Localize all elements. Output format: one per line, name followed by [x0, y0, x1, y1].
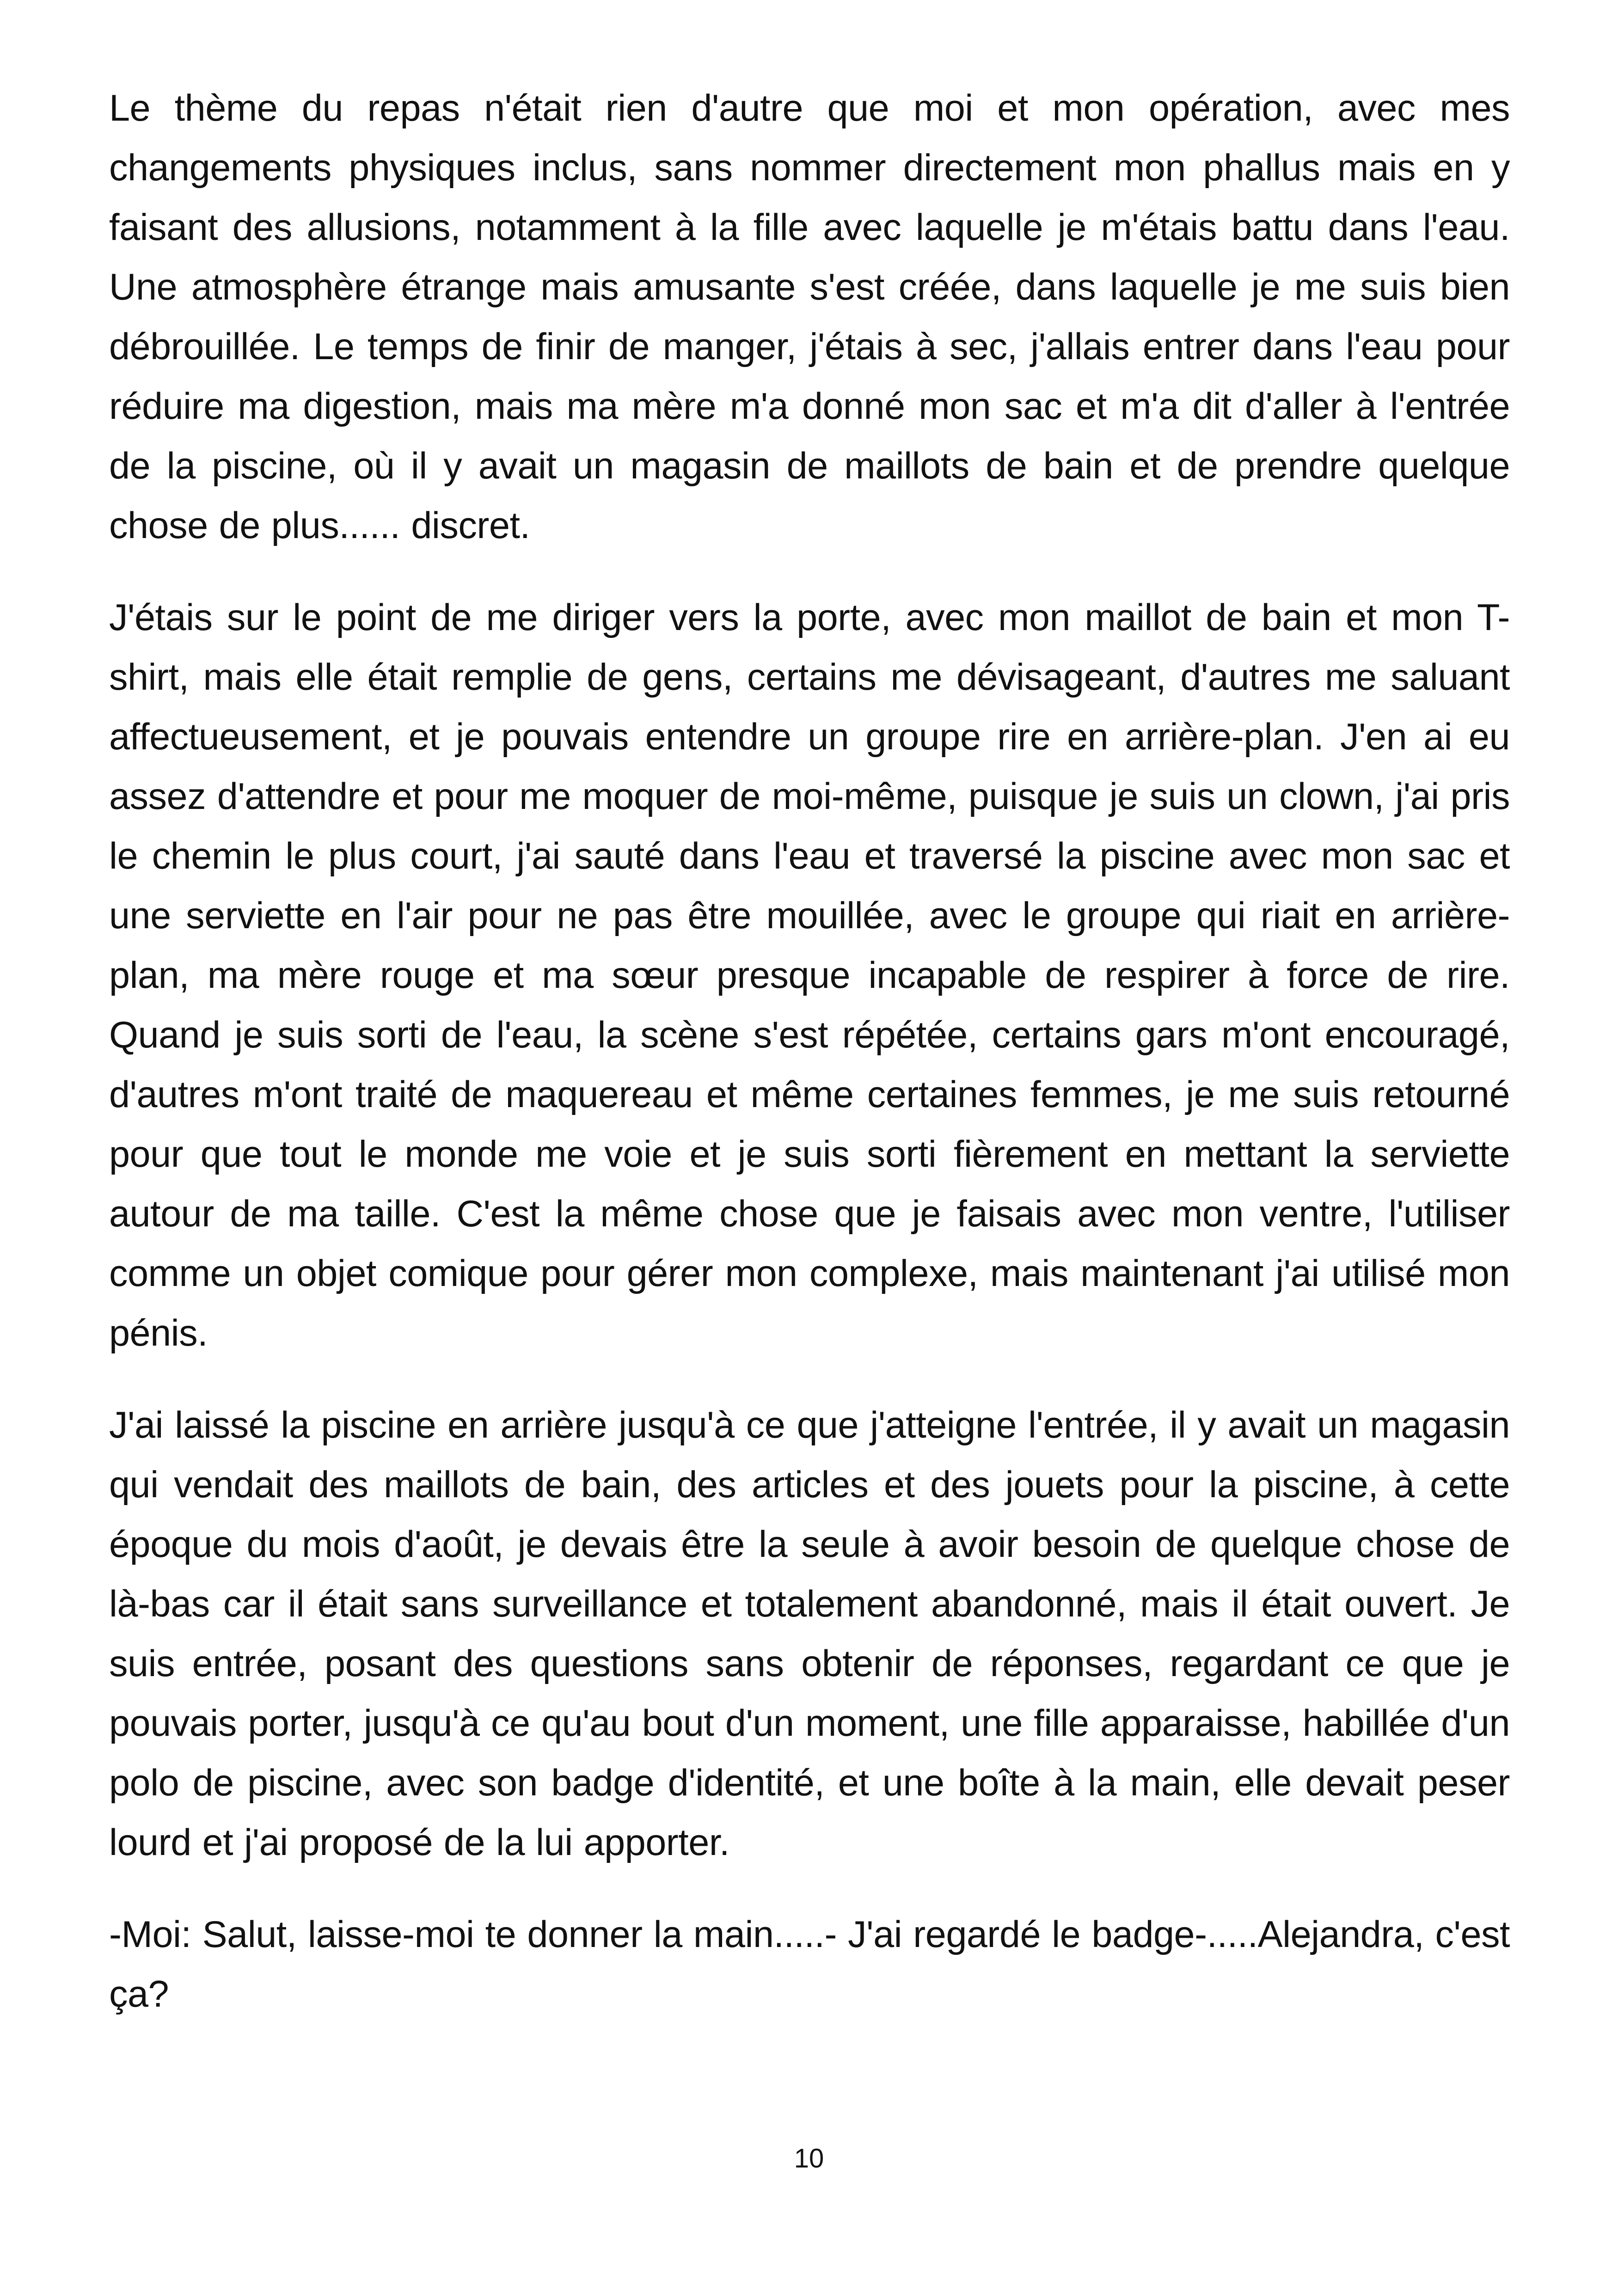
- paragraph-4: -Moi: Salut, laisse-moi te donner la main.....- J'ai regardé le badge-.....Alejandra, c'est ça?: [109, 1914, 1510, 2015]
- paragraph-2: J'étais sur le point de me diriger vers la porte, avec mon maillot de bain et mon T-shirt, mais elle était remplie de gens, certains me dévisageant, d'autres me saluant affectueusement, et je pouvais entendre un groupe rire en arrière-plan. J'en ai eu assez d'attendre et pour me moquer de moi-même, puisque je suis un clown, j'ai pris le chemin le plus court, j'ai sauté dans l'eau et traversé la piscine avec mon sac et une serviette en l'air pour ne pas être mouillée, avec le groupe qui riait en arrière-plan, ma mère rouge et ma sœur presque incapable de respirer à force de rire. Quand je suis sorti de l'eau, la scène s'est répétée, certains gars m'ont encouragé, d'autres m'ont traité de maquereau et même certaines femmes, je me suis retourné pour que tout le monde me voie et je suis sorti fièrement en mettant la serviette autour de ma taille. C'est la même chose que je faisais avec mon ventre, l'utiliser comme un objet comique pour gérer mon complexe, mais maintenant j'ai utilisé mon pénis.: [109, 597, 1510, 1354]
- paragraph-3: J'ai laissé la piscine en arrière jusqu'à ce que j'atteigne l'entrée, il y avait un magasin qui vendait des maillots de bain, des articles et des jouets pour la piscine, à cette époque du mois d'août, je devais être la seule à avoir besoin de quelque chose de là-bas car il était sans surveillance et totalement abandonné, mais il était ouvert. Je suis entrée, posant des questions sans obtenir de réponses, regardant ce que je pouvais porter, jusqu'à ce qu'au bout d'un moment, une fille apparaisse, habillée d'un polo de piscine, avec son badge d'identité, et une boîte à la main, elle devait peser lourd et j'ai proposé de la lui apporter.: [109, 1404, 1510, 1863]
- page-number: 10: [794, 2143, 824, 2174]
- paragraph-1: Le thème du repas n'était rien d'autre que moi et mon opération, avec mes changements physiques inclus, sans nommer directement mon phallus mais en y faisant des allusions, notamment à la fille avec laquelle je m'étais battu dans l'eau. Une atmosphère étrange mais amusante s'est créée, dans laquelle je me suis bien débrouillée. Le temps de finir de manger, j'étais à sec, j'allais entrer dans l'eau pour réduire ma digestion, mais ma mère m'a donné mon sac et m'a dit d'aller à l'entrée de la piscine, où il y avait un magasin de maillots de bain et de prendre quelque chose de plus...... discret.: [109, 87, 1510, 546]
- text-body: [109, 79, 1510, 2024]
